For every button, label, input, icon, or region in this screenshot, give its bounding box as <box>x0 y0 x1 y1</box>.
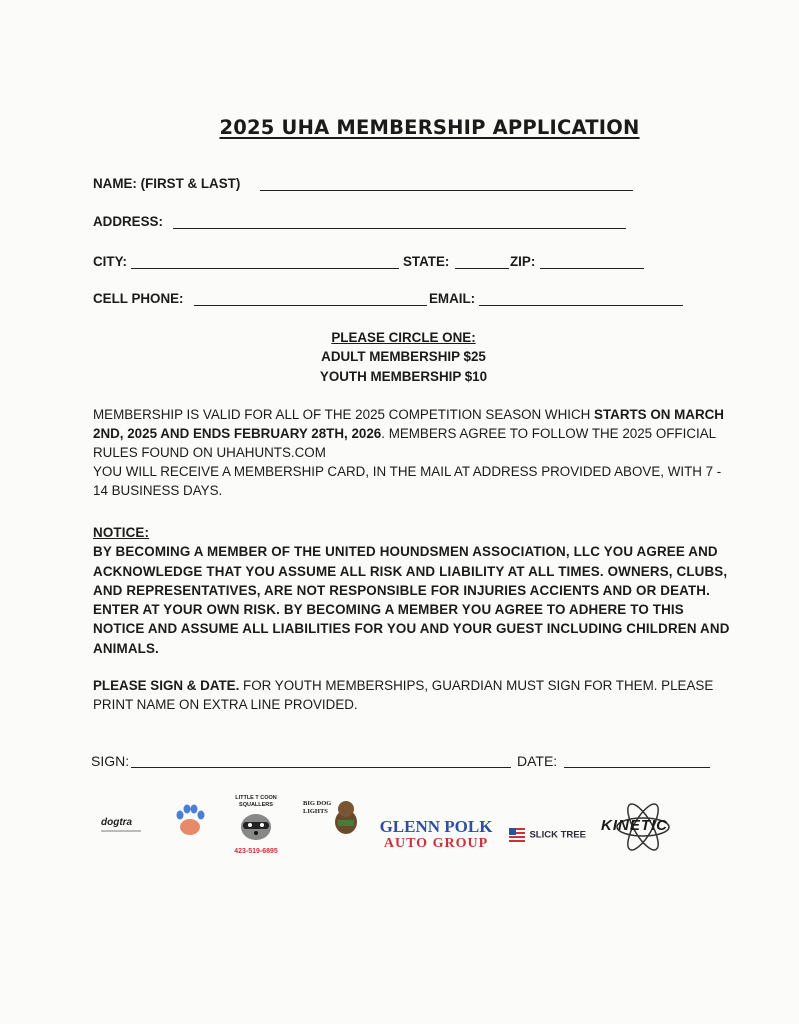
little-t-coon-squallers-logo <box>220 795 292 855</box>
flag-icon <box>509 828 525 842</box>
glenn-polk-text: GLENN POLK <box>379 817 493 836</box>
city-label: CITY: <box>93 254 127 269</box>
paw-logo <box>175 800 213 843</box>
auto-group-text: AUTO GROUP <box>383 836 489 851</box>
kinetic-logo <box>595 797 707 857</box>
page-title: 2025 UHA MEMBERSHIP APPLICATION <box>219 116 640 139</box>
little-t-phone: 423-519-6895 <box>234 848 278 855</box>
phone-row <box>93 291 693 311</box>
cell-phone-field[interactable] <box>194 291 427 306</box>
sign-instructions-text: FOR YOUTH MEMBERSHIPS, GUARDIAN MUST SIGN FOR THEM. PLEASE PRINT NAME ON EXTRA LINE PROVIDED. <box>93 678 714 712</box>
validity-text-3: YOU WILL RECEIVE A MEMBERSHIP CARD, IN THE MAIL AT ADDRESS PROVIDED ABOVE, WITH 7 - 14 BUSINESS DAYS. <box>93 464 722 498</box>
circle-one-heading: PLEASE CIRCLE ONE: <box>331 330 476 345</box>
paw-icon <box>175 800 205 838</box>
slick-tree-text: SLICK TREE <box>529 829 586 841</box>
date-label: DATE: <box>517 753 558 769</box>
sign-instructions <box>93 676 733 714</box>
notice-block <box>93 523 733 658</box>
bigfoot-icon <box>333 800 359 834</box>
adult-membership-option[interactable]: ADULT MEMBERSHIP $25 <box>321 349 486 364</box>
address-label: ADDRESS: <box>93 214 163 229</box>
notice-body: BY BECOMING A MEMBER OF THE UNITED HOUNDSMEN ASSOCIATION, LLC YOU AGREE AND ACKNOWLEDGE THAT YOU ASSUME ALL RISK AND LIABILITY AT ALL TIMES. OWNERS, CLUBS, AND REPRESENTATIVES, ARE NOT RESPONSIBLE FOR INJURIES ACCIENTS AND OR DEATH. ENTER AT YOUR OWN RISK. BY BECOMING A MEMBER YOU AGREE TO ADHERE TO THIS NOTICE AND ASSUME ALL LIABILITIES FOR YOU AND YOUR GUEST INCLUDING CHILDREN AND ANIMALS. <box>93 544 730 656</box>
validity-text-2: . MEMBERS AGREE TO FOLLOW THE 2025 OFFICIAL RULES FOUND ON UHAHUNTS.COM <box>93 426 716 460</box>
name-label: NAME: (FIRST & LAST) <box>93 176 241 191</box>
validity-paragraph <box>93 405 733 500</box>
email-field[interactable] <box>479 291 683 306</box>
youth-membership-option[interactable]: YOUTH MEMBERSHIP $10 <box>319 369 488 384</box>
city-row <box>93 254 653 274</box>
state-label: STATE: <box>403 254 450 269</box>
dogtra-logo-text: dogtra <box>101 817 133 828</box>
email-label: EMAIL: <box>429 291 476 306</box>
address-row <box>93 214 653 234</box>
name-row <box>93 176 653 196</box>
validity-dates: STARTS ON MARCH 2ND, 2025 AND ENDS FEBRUARY 28TH, 2026 <box>93 407 724 441</box>
state-field[interactable] <box>455 254 509 269</box>
name-field[interactable] <box>260 176 633 191</box>
slick-tree-logo <box>509 826 599 844</box>
sponsor-logos <box>95 795 715 865</box>
zip-field[interactable] <box>540 254 644 269</box>
glenn-polk-auto-group-logo <box>366 818 506 851</box>
notice-heading: NOTICE: <box>93 525 150 540</box>
validity-text-1: MEMBERSHIP IS VALID FOR ALL OF THE 2025 COMPETITION SEASON WHICH <box>93 407 595 422</box>
city-field[interactable] <box>131 254 399 269</box>
little-t-name: LITTLE T COON SQUALLERS <box>235 795 277 808</box>
cell-phone-label: CELL PHONE: <box>93 291 184 306</box>
dogtra-logo <box>101 817 161 832</box>
signature-row <box>91 753 716 773</box>
signature-field[interactable] <box>131 753 511 768</box>
raccoon-icon <box>238 809 274 843</box>
big-dog-lights-logo <box>303 800 361 816</box>
zip-label: ZIP: <box>510 254 536 269</box>
big-dog-text: BIG DOG LIGHTS <box>303 800 332 815</box>
sign-instructions-bold: PLEASE SIGN & DATE. <box>93 678 240 693</box>
address-field[interactable] <box>173 214 626 229</box>
sign-label: SIGN: <box>91 753 130 769</box>
date-field[interactable] <box>564 753 710 768</box>
kinetic-text: KINETIC <box>601 817 668 834</box>
